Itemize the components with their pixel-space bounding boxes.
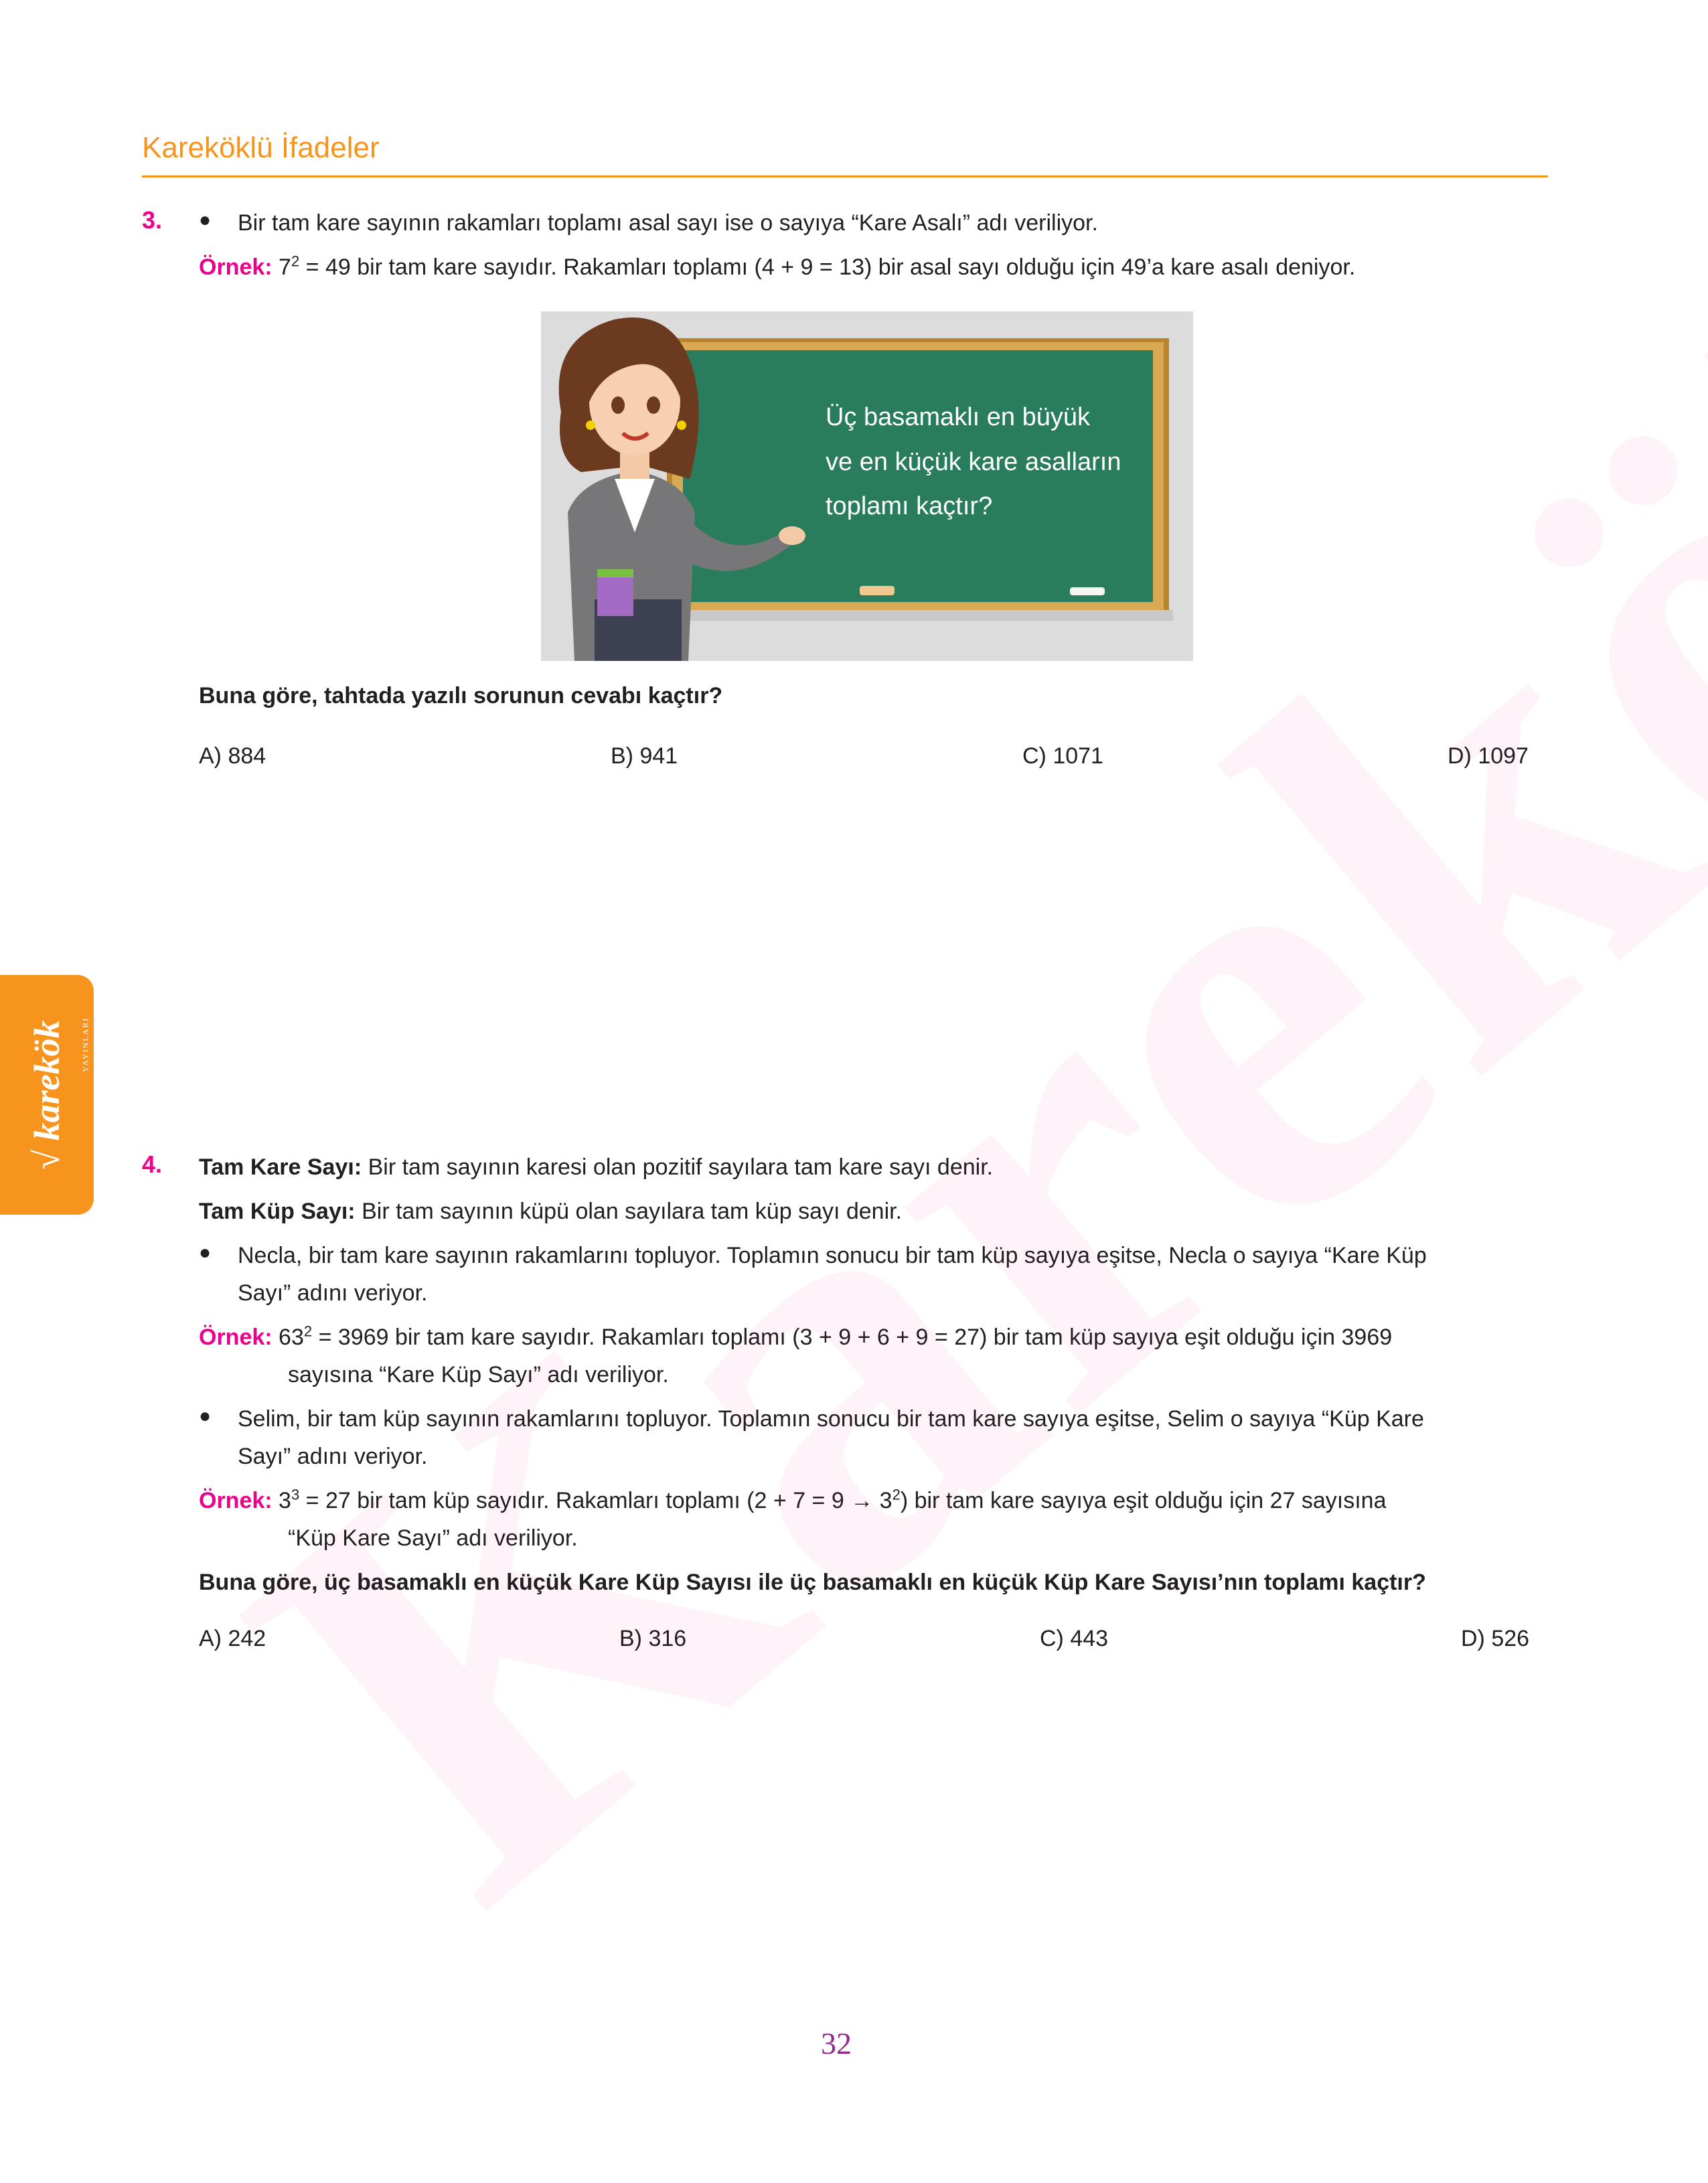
q4-example1 xyxy=(199,1319,1392,1355)
q4-option-b[interactable]: B) 316 xyxy=(619,1626,687,1651)
q3-option-b[interactable]: B) 941 xyxy=(611,743,678,769)
header-divider xyxy=(142,175,1548,177)
q3-example xyxy=(199,249,1355,285)
q4-ex1-base: 63 xyxy=(279,1325,304,1350)
q3-example-label: Örnek: xyxy=(199,254,273,280)
q3-option-c[interactable]: C) 1071 xyxy=(1022,743,1103,769)
q3-question: Buna göre, tahtada yazılı sorunun cevabı kaçtır? xyxy=(199,683,723,708)
q3-option-d[interactable]: D) 1097 xyxy=(1448,743,1529,769)
q4-ex1-line2: sayısına “Kare Küp Sayı” adı veriliyor. xyxy=(288,1362,669,1387)
q4-ex2-line2: “Küp Kare Sayı” adı veriliyor. xyxy=(288,1525,578,1551)
q4-def2-text: Bir tam sayının küpü olan sayılara tam küp sayı denir. xyxy=(355,1199,903,1224)
q4-bullet1-line2: Sayı” adını veriyor. xyxy=(238,1280,428,1306)
q4-option-c[interactable]: C) 443 xyxy=(1040,1626,1109,1651)
side-brand-label: karekök xyxy=(27,1020,67,1141)
q3-example-base: 7 xyxy=(279,254,291,280)
q4-ex2-exp: 3 xyxy=(291,1486,300,1503)
q4-number: 4. xyxy=(142,1150,163,1178)
chapter-title: Kareköklü İfadeler xyxy=(142,131,380,164)
q3-bullet-text: Bir tam kare sayının rakamları toplamı asal sayı ise o sayıya “Kare Asalı” adı veriliyor. xyxy=(238,210,1098,236)
q4-def2-label: Tam Küp Sayı: xyxy=(199,1199,356,1224)
q4-ex2-label: Örnek: xyxy=(199,1488,273,1513)
q4-option-d[interactable]: D) 526 xyxy=(1461,1626,1530,1651)
q4-question: Buna göre, üç basamaklı en küçük Kare Küp Sayısı ile üç basamaklı en küçük Küp Kare Sayısı’nın toplamı kaçtır? xyxy=(199,1570,1426,1595)
q4-bullet2-line2: Sayı” adını veriyor. xyxy=(238,1444,428,1469)
q3-option-a[interactable]: A) 884 xyxy=(199,743,266,769)
board-line-1: Üç basamaklı en büyük xyxy=(826,403,1090,431)
bullet-dot-icon: ● xyxy=(199,1241,212,1264)
q4-def-kare xyxy=(199,1149,993,1185)
q4-bullet1-line1: Necla, bir tam kare sayının rakamlarını topluyor. Toplamın sonucu bir tam küp sayıya eşitse, Necla o sayıya “Kare Küp xyxy=(238,1243,1427,1268)
page-number: 32 xyxy=(821,2026,852,2060)
q4-option-a[interactable]: A) 242 xyxy=(199,1626,266,1651)
q4-ex1-exp: 2 xyxy=(303,1323,313,1340)
q4-def1-text: Bir tam sayının karesi olan pozitif sayılara tam kare sayı denir. xyxy=(362,1154,994,1180)
q4-ex2-rest: ) bir tam kare sayıya eşit olduğu için 27 sayısına xyxy=(900,1488,1387,1513)
q3-number: 3. xyxy=(142,206,163,234)
q3-example-rest: = 49 bir tam kare sayıdır. Rakamları toplamı (4 + 9 = 13) bir asal sayı olduğu için 49’a kare asalı deniyor. xyxy=(299,254,1356,280)
q4-ex1-label: Örnek: xyxy=(199,1325,273,1350)
q4-ex2-exp2: 2 xyxy=(892,1486,901,1503)
board-line-3: toplamı kaçtır? xyxy=(826,492,993,520)
q4-example2 xyxy=(199,1483,1387,1519)
board-line-2: ve en küçük kare asalların xyxy=(826,447,1121,476)
side-brand-text xyxy=(26,1020,68,1169)
q4-def-kup xyxy=(199,1193,902,1229)
q3-example-exp: 2 xyxy=(291,252,300,270)
q4-ex2-mid: = 27 bir tam küp sayıdır. Rakamları toplamı (2 + 7 = 9 → 3 xyxy=(299,1488,892,1513)
q4-ex2-base: 3 xyxy=(279,1488,291,1513)
bullet-dot-icon: ● xyxy=(199,209,212,231)
chalkboard-text xyxy=(826,395,1121,529)
side-brand-sub: YAYINLARI xyxy=(80,1017,90,1073)
karekok-logo-icon: √ xyxy=(27,1149,67,1170)
bullet-dot-icon: ● xyxy=(199,1405,212,1427)
q4-ex1-rest: = 3969 bir tam kare sayıdır. Rakamları toplamı (3 + 9 + 6 + 9 = 27) bir tam küp sayıya eşit olduğu için 3969 xyxy=(312,1325,1393,1350)
q4-def1-label: Tam Kare Sayı: xyxy=(199,1154,362,1180)
q4-bullet2-line1: Selim, bir tam küp sayının rakamlarını topluyor. Toplamın sonucu bir tam kare sayıya eşitse, Selim o sayıya “Küp Kare xyxy=(238,1406,1424,1432)
